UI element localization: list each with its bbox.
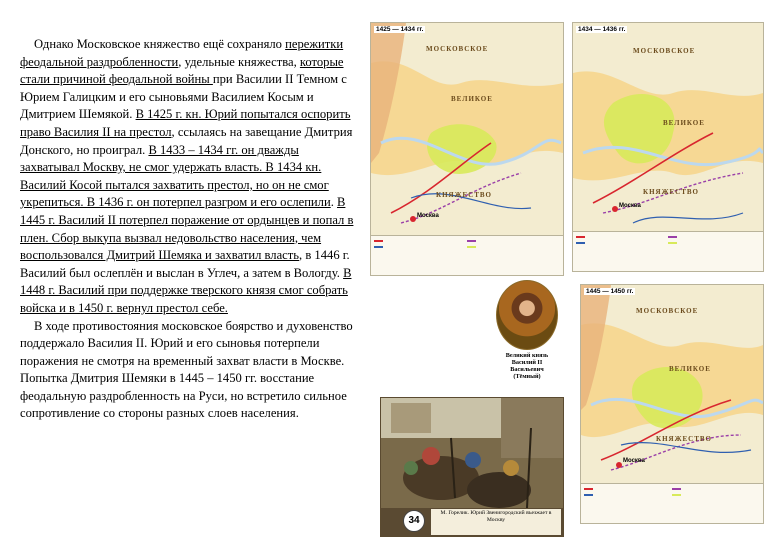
map-city-label: Москва (417, 213, 439, 219)
paragraph-2: В ходе противостояния московское боярство и духовенство поддержало Василия II. Юрий и его сыновья потерпели поражения не смотря на временный захват власти в Москве. Попытка Дмитрия Шемяки в 1445 – 1450 гг. восстание феодальную раздробленность на Руси, но встретило сильное сопротивление со стороны разных слоев населения. (20, 318, 353, 421)
text-run-underlined: пережитки феодальной раздробленности (20, 37, 344, 69)
text-run: при Василии II Темном с Юрием Галицким и его сыновьями Василием Косым и Дмитрием Шемякой. (20, 72, 347, 122)
portrait-caption: Великий князь Василий II Васильевич (Тёмный) (505, 352, 549, 380)
painting-caption: М. Горелик. Юрий Звенигородский въезжает в Москву (431, 509, 561, 535)
map-region-label: КНЯЖЕСТВО (643, 188, 700, 196)
portrait-image (496, 280, 558, 350)
map-region-label: МОСКОВСКОЕ (633, 47, 696, 55)
text-run-underlined: В 1448 г. Василий при поддержке тверского князя смог собрать войска и в 1450 г. вернул престол себе. (20, 265, 352, 315)
text-run: . (330, 195, 337, 210)
map-region-label: МОСКОВСКОЕ (636, 307, 699, 315)
map-region-label: КНЯЖЕСТВО (656, 435, 713, 443)
map-city-label: Москва (623, 458, 645, 464)
text-run: , в 1446 г. Василий был ослеплён и выслан в Углеч, а затем в Вологду. (20, 248, 350, 280)
map-period-label: 1445 — 1450 гг. (586, 288, 634, 295)
map-1445-1450 (580, 284, 764, 524)
map-region-label: ВЕЛИКОЕ (663, 119, 705, 127)
map-period-label: 1434 — 1436 гг. (578, 26, 626, 33)
text-run-underlined: которые стали причиной феодальной войны (20, 54, 344, 87)
map-legend (371, 235, 563, 275)
main-text (20, 36, 356, 423)
painting-yuri-enters-moscow (380, 397, 564, 537)
map-region-label: МОСКОВСКОЕ (426, 45, 489, 53)
page-number-badge: 34 (403, 510, 425, 532)
map-period-label: 1425 — 1434 гг. (376, 26, 424, 33)
text-run: Однако Московское княжество ещё сохраняло (34, 37, 286, 51)
text-run: , удельные княжества, (178, 54, 300, 69)
text-run-underlined: В 1445 г. Василий II потерпел поражение от ордынцев и попал в плен. Сбор выкупа вызвал недовольство населения, чем воспользовался Дмитрий Шемяка и захватил власть (20, 195, 354, 263)
map-region-label: ВЕЛИКОЕ (669, 365, 711, 373)
map-legend (573, 231, 763, 271)
text-run: , ссылаясь на завещание Дмитрия Донского, но проиграл. (20, 124, 353, 157)
map-1434-1436 (572, 22, 764, 272)
text-run-underlined: В 1433 – 1434 гг. он дважды захватывал Москву, не смог удержать власть. В 1434 кн. Василий Косой пытался захватить престол, но он не смог укрепиться. В 1436 г. он потерпел разгром и его ослепили (20, 142, 331, 210)
portrait-vasily-ii (496, 280, 558, 388)
map-region-label: ВЕЛИКОЕ (451, 95, 493, 103)
map-city-label: Москва (619, 203, 641, 209)
map-1425-1434 (370, 22, 564, 276)
paragraph-1 (20, 36, 356, 318)
map-legend (581, 483, 763, 523)
map-region-label: КНЯЖЕСТВО (436, 191, 493, 199)
text-run-underlined: В 1425 г. кн. Юрий попытался оспорить право Василия II на престол (20, 107, 351, 139)
